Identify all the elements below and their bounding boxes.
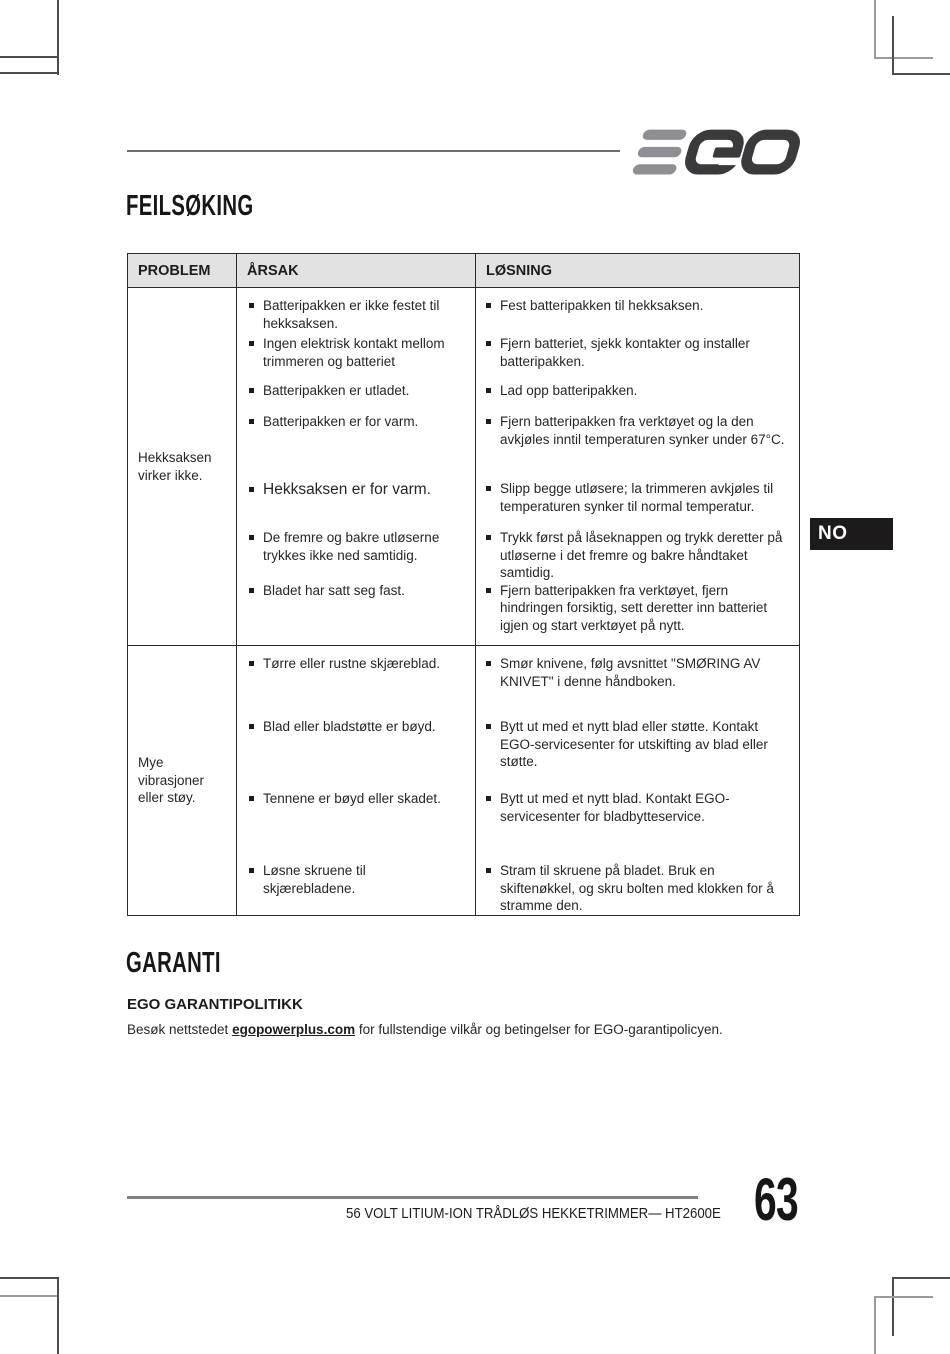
cause-solution-pair	[237, 718, 799, 790]
table-header-row	[128, 254, 799, 288]
cause-solution-pair	[237, 529, 799, 582]
bullet-square-icon	[249, 341, 254, 346]
solution-text: Fjern batteripakken fra verktøyet og la den avkjøles inntil temperaturen synker under 67°C.	[500, 414, 785, 447]
solution-text: Bytt ut med et nytt blad eller støtte. Kontakt EGO-servicesenter for utskifting av blad eller støtte.	[500, 719, 768, 769]
cause-text: Løsne skruene til skjærebladene.	[263, 863, 366, 896]
bullet-square-icon	[249, 588, 254, 593]
bullet-square-icon	[486, 341, 491, 346]
bullet-square-icon	[249, 535, 254, 540]
bullet-square-icon	[249, 661, 254, 666]
solution-text: Fest batteripakken til hekksaksen.	[500, 298, 704, 313]
cause-text: Batteripakken er for varm.	[263, 414, 419, 429]
bullet-square-icon	[249, 724, 254, 729]
cause-solution-pair	[237, 790, 799, 862]
solution-text: Smør knivene, følg avsnittet "SMØRING AV KNIVET" i denne håndboken.	[500, 656, 761, 689]
warranty-policy-heading: EGO GARANTIPOLITIKK	[127, 996, 303, 1013]
bullet-square-icon	[249, 388, 254, 393]
solution-text: Slipp begge utløsere; la trimmeren avkjøles til temperaturen synker til normal temperatur.	[500, 481, 774, 514]
bullet-square-icon	[249, 419, 254, 424]
column-header-problem: PROBLEM	[128, 254, 237, 287]
bullet-square-icon	[486, 486, 491, 491]
cause-solution-pair	[237, 480, 799, 529]
bullet-square-icon	[486, 661, 491, 666]
bullet-square-icon	[249, 303, 254, 308]
footer-product-line: 56 VOLT LITIUM-ION TRÅDLØS HEKKETRIMMER— HT2600E	[346, 1205, 721, 1222]
table-row	[128, 288, 799, 646]
troubleshooting-table	[127, 253, 800, 916]
bullet-square-icon	[249, 487, 254, 492]
solution-text: Fjern batteripakken fra verktøyet, fjern hindringen forsiktig, sett deretter inn batteriet igjen og start verktøyet på nytt.	[500, 582, 768, 633]
cause-text: Hekksaksen er for varm.	[263, 481, 431, 498]
egopowerplus-link[interactable]: egopowerplus.com	[232, 1022, 356, 1037]
bullet-square-icon	[486, 724, 491, 729]
footer-divider	[127, 1196, 698, 1199]
solution-text: Fjern batteriet, sjekk kontakter og installer batteripakken.	[500, 336, 750, 369]
page-number: 63	[753, 1166, 798, 1233]
problem-cell: Mye vibrasjoner eller støy.	[128, 646, 237, 915]
cause-text: Blad eller bladstøtte er bøyd.	[263, 719, 436, 734]
solution-text: Trykk først på låseknappen og trykk deretter på utløserne i det fremre og bakre håndtaket samtidig.	[500, 530, 783, 580]
language-tab-no: NO	[810, 518, 893, 550]
bullet-square-icon	[249, 868, 254, 873]
problem-cell: Hekksaksen virker ikke.	[128, 288, 237, 645]
cause-text: Batteripakken er ikke festet til hekksaksen.	[263, 298, 440, 331]
cause-solution-pair	[237, 288, 799, 335]
solution-text: Stram til skruene på bladet. Bruk en skiftenøkkel, og skru bolten med klokken for å stramme den.	[500, 863, 774, 913]
column-header-cause: ÅRSAK	[237, 254, 476, 287]
solution-text: Bytt ut med et nytt blad. Kontakt EGO-servicesenter for bladbytteservice.	[500, 791, 730, 824]
solution-text: Lad opp batteripakken.	[500, 383, 638, 398]
warranty-text-suffix: for fullstendige vilkår og betingelser for EGO-garantipolicyen.	[355, 1022, 723, 1037]
page-title: FEILSØKING	[126, 190, 254, 222]
warranty-text-prefix: Besøk nettstedet	[127, 1022, 233, 1037]
cause-solution-pair	[237, 335, 799, 382]
bullet-square-icon	[486, 535, 491, 540]
bullet-square-icon	[486, 588, 491, 593]
table-row	[128, 646, 799, 915]
column-header-solution: LØSNING	[486, 262, 553, 279]
ego-logo	[622, 125, 800, 181]
cause-solution-pair	[237, 646, 799, 718]
cause-solution-pair	[237, 382, 799, 413]
header-divider	[127, 150, 620, 152]
cause-text: Ingen elektrisk kontakt mellom trimmeren og batteriet	[263, 336, 445, 369]
bullet-square-icon	[486, 303, 491, 308]
cause-solution-pair	[237, 413, 799, 480]
cause-solution-pair	[237, 582, 799, 646]
bullet-square-icon	[486, 388, 491, 393]
warranty-body-text	[127, 1021, 767, 1039]
cause-text: Tennene er bøyd eller skadet.	[263, 791, 441, 806]
cause-text: Batteripakken er utladet.	[263, 383, 410, 398]
bullet-square-icon	[249, 796, 254, 801]
bullet-square-icon	[486, 796, 491, 801]
cause-text: Tørre eller rustne skjæreblad.	[263, 656, 441, 671]
cause-text: Bladet har satt seg fast.	[263, 582, 405, 598]
bullet-square-icon	[486, 419, 491, 424]
bullet-square-icon	[486, 868, 491, 873]
cause-text: De fremre og bakre utløserne trykkes ikke ned samtidig.	[263, 530, 440, 563]
warranty-title: GARANTI	[126, 947, 221, 979]
cause-solution-pair	[237, 862, 799, 915]
